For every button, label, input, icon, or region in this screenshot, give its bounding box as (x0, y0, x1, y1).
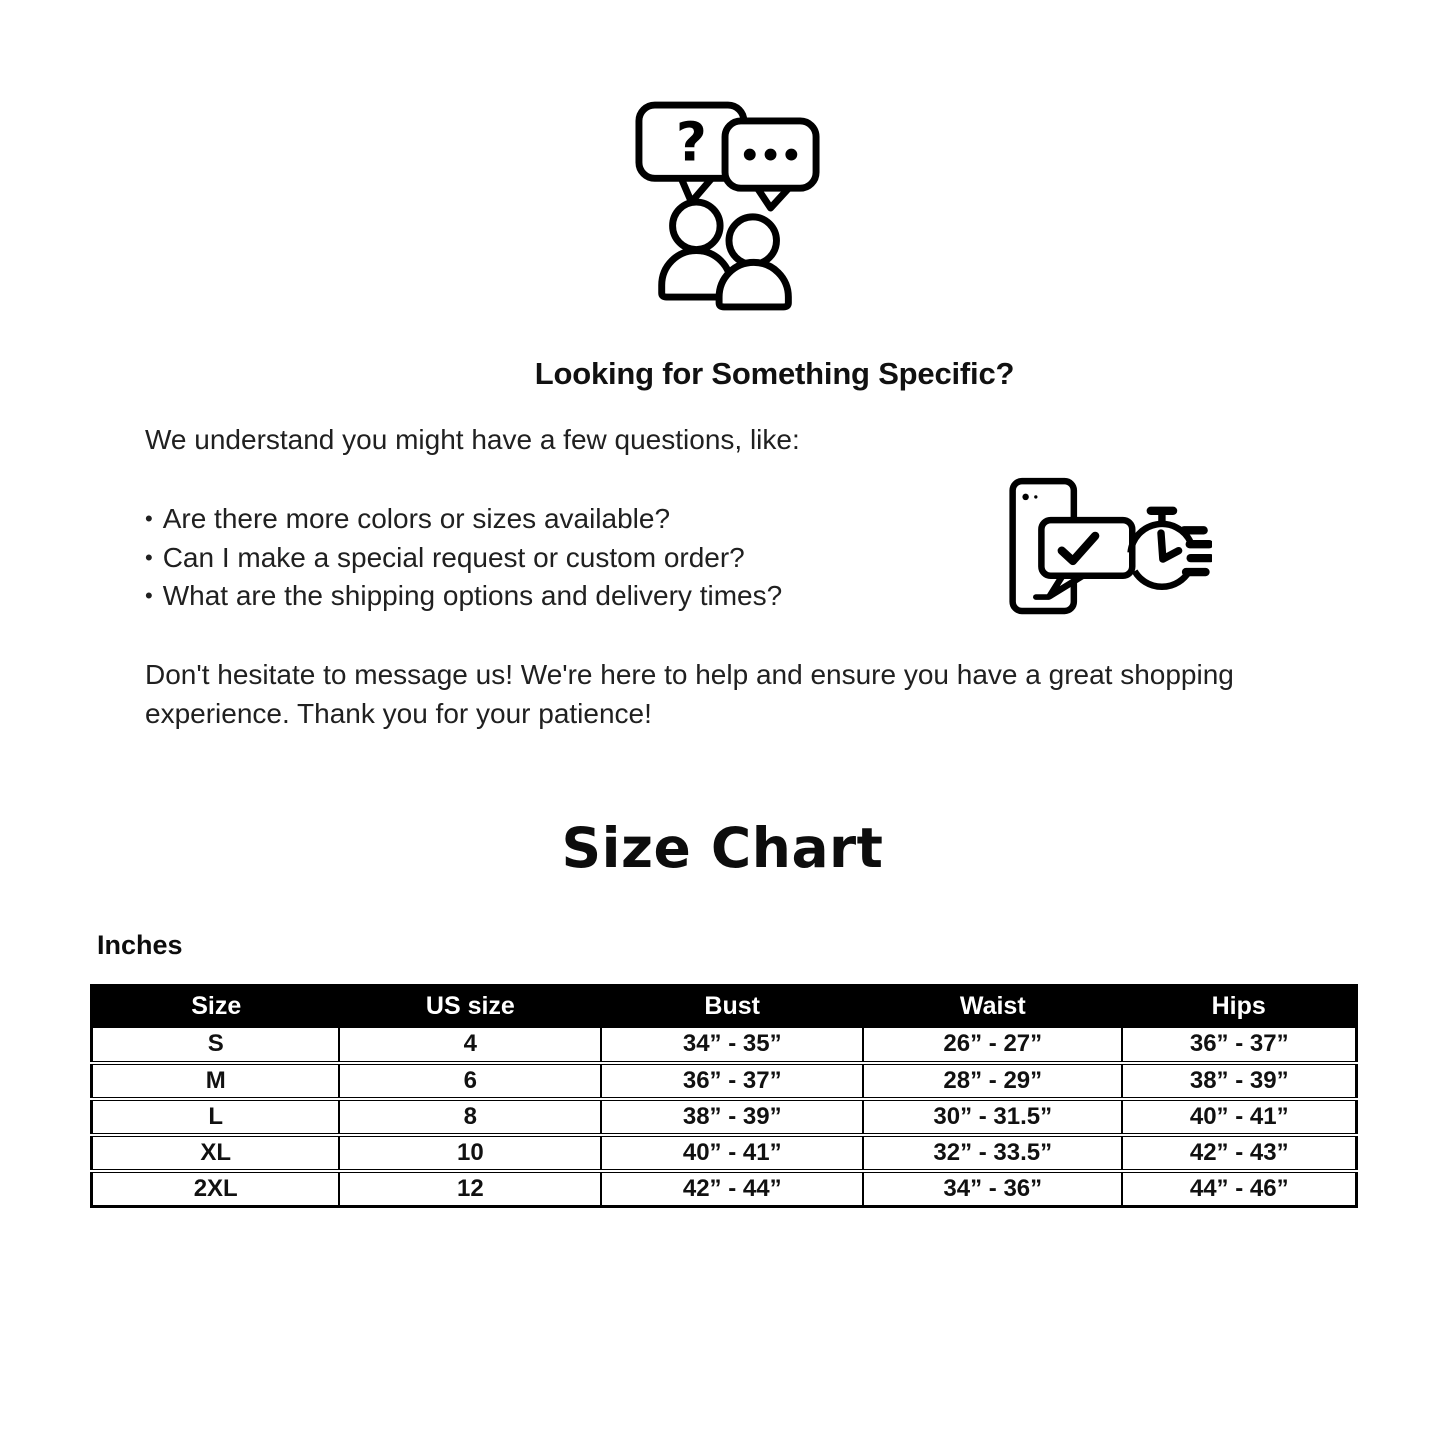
size-table (90, 984, 1358, 1208)
table-cell: 32” - 33.5” (863, 1135, 1122, 1171)
table-cell: 8 (339, 1099, 601, 1135)
column-header-size: Size (92, 986, 340, 1027)
fast-response-icon (1008, 474, 1212, 620)
svg-text:?: ? (675, 110, 707, 174)
table-cell: 6 (339, 1063, 601, 1099)
table-cell: S (92, 1027, 340, 1063)
question-text: Are there more colors or sizes available? (162, 503, 671, 534)
table-row (92, 1171, 1357, 1207)
question-list (145, 500, 782, 616)
column-header-hips: Hips (1122, 986, 1356, 1027)
table-cell: 2XL (92, 1171, 340, 1207)
table-cell: 42” - 43” (1122, 1135, 1356, 1171)
bullet-icon: • (145, 544, 153, 570)
table-cell: 36” - 37” (601, 1063, 863, 1099)
table-cell: 38” - 39” (1122, 1063, 1356, 1099)
fast-response-icon-svg (1008, 474, 1212, 620)
table-cell: 44” - 46” (1122, 1171, 1356, 1207)
question-text: What are the shipping options and delivery times? (162, 580, 783, 611)
question-item (145, 577, 782, 616)
table-cell: L (92, 1099, 340, 1135)
bullet-icon: • (145, 583, 153, 608)
question-item (145, 539, 782, 578)
column-header-us-size: US size (339, 986, 601, 1027)
closing-paragraph: Don't hesitate to message us! We're here to help and ensure you have a great shopping experience. Thank you for your patience! (145, 659, 1234, 729)
question-text: Can I make a special request or custom order? (162, 541, 745, 573)
table-row (92, 1027, 1357, 1063)
table-row (92, 1099, 1357, 1135)
table-row (92, 1135, 1357, 1171)
size-chart-title: Size Chart (561, 816, 884, 880)
table-header-row (92, 986, 1357, 1027)
page-title: Looking for Something Specific? (534, 356, 1015, 391)
table-cell: 26” - 27” (863, 1027, 1122, 1063)
table-cell: 38” - 39” (601, 1099, 863, 1135)
table-cell: XL (92, 1135, 340, 1171)
intro-lead: We understand you might have a few questions, like: (145, 424, 800, 455)
people-chat-icon-svg (634, 100, 822, 312)
table-row (92, 1063, 1357, 1099)
units-label: Inches (97, 930, 183, 960)
table-cell: 40” - 41” (601, 1135, 863, 1171)
people-chat-icon (634, 100, 822, 312)
table-cell: 28” - 29” (863, 1063, 1122, 1099)
table-cell: 40” - 41” (1122, 1099, 1356, 1135)
table-cell: 10 (339, 1135, 601, 1171)
table-cell: 36” - 37” (1122, 1027, 1356, 1063)
table-cell: 42” - 44” (601, 1171, 863, 1207)
size-table-container (90, 984, 1358, 1208)
table-cell: 30” - 31.5” (863, 1099, 1122, 1135)
table-cell: M (92, 1063, 340, 1099)
bullet-icon: • (145, 506, 153, 531)
table-cell: 34” - 35” (601, 1027, 863, 1063)
question-item (145, 500, 782, 539)
column-header-bust: Bust (601, 986, 863, 1027)
table-cell: 12 (339, 1171, 601, 1207)
column-header-waist: Waist (863, 986, 1122, 1027)
table-cell: 34” - 36” (863, 1171, 1122, 1207)
table-cell: 4 (339, 1027, 601, 1063)
